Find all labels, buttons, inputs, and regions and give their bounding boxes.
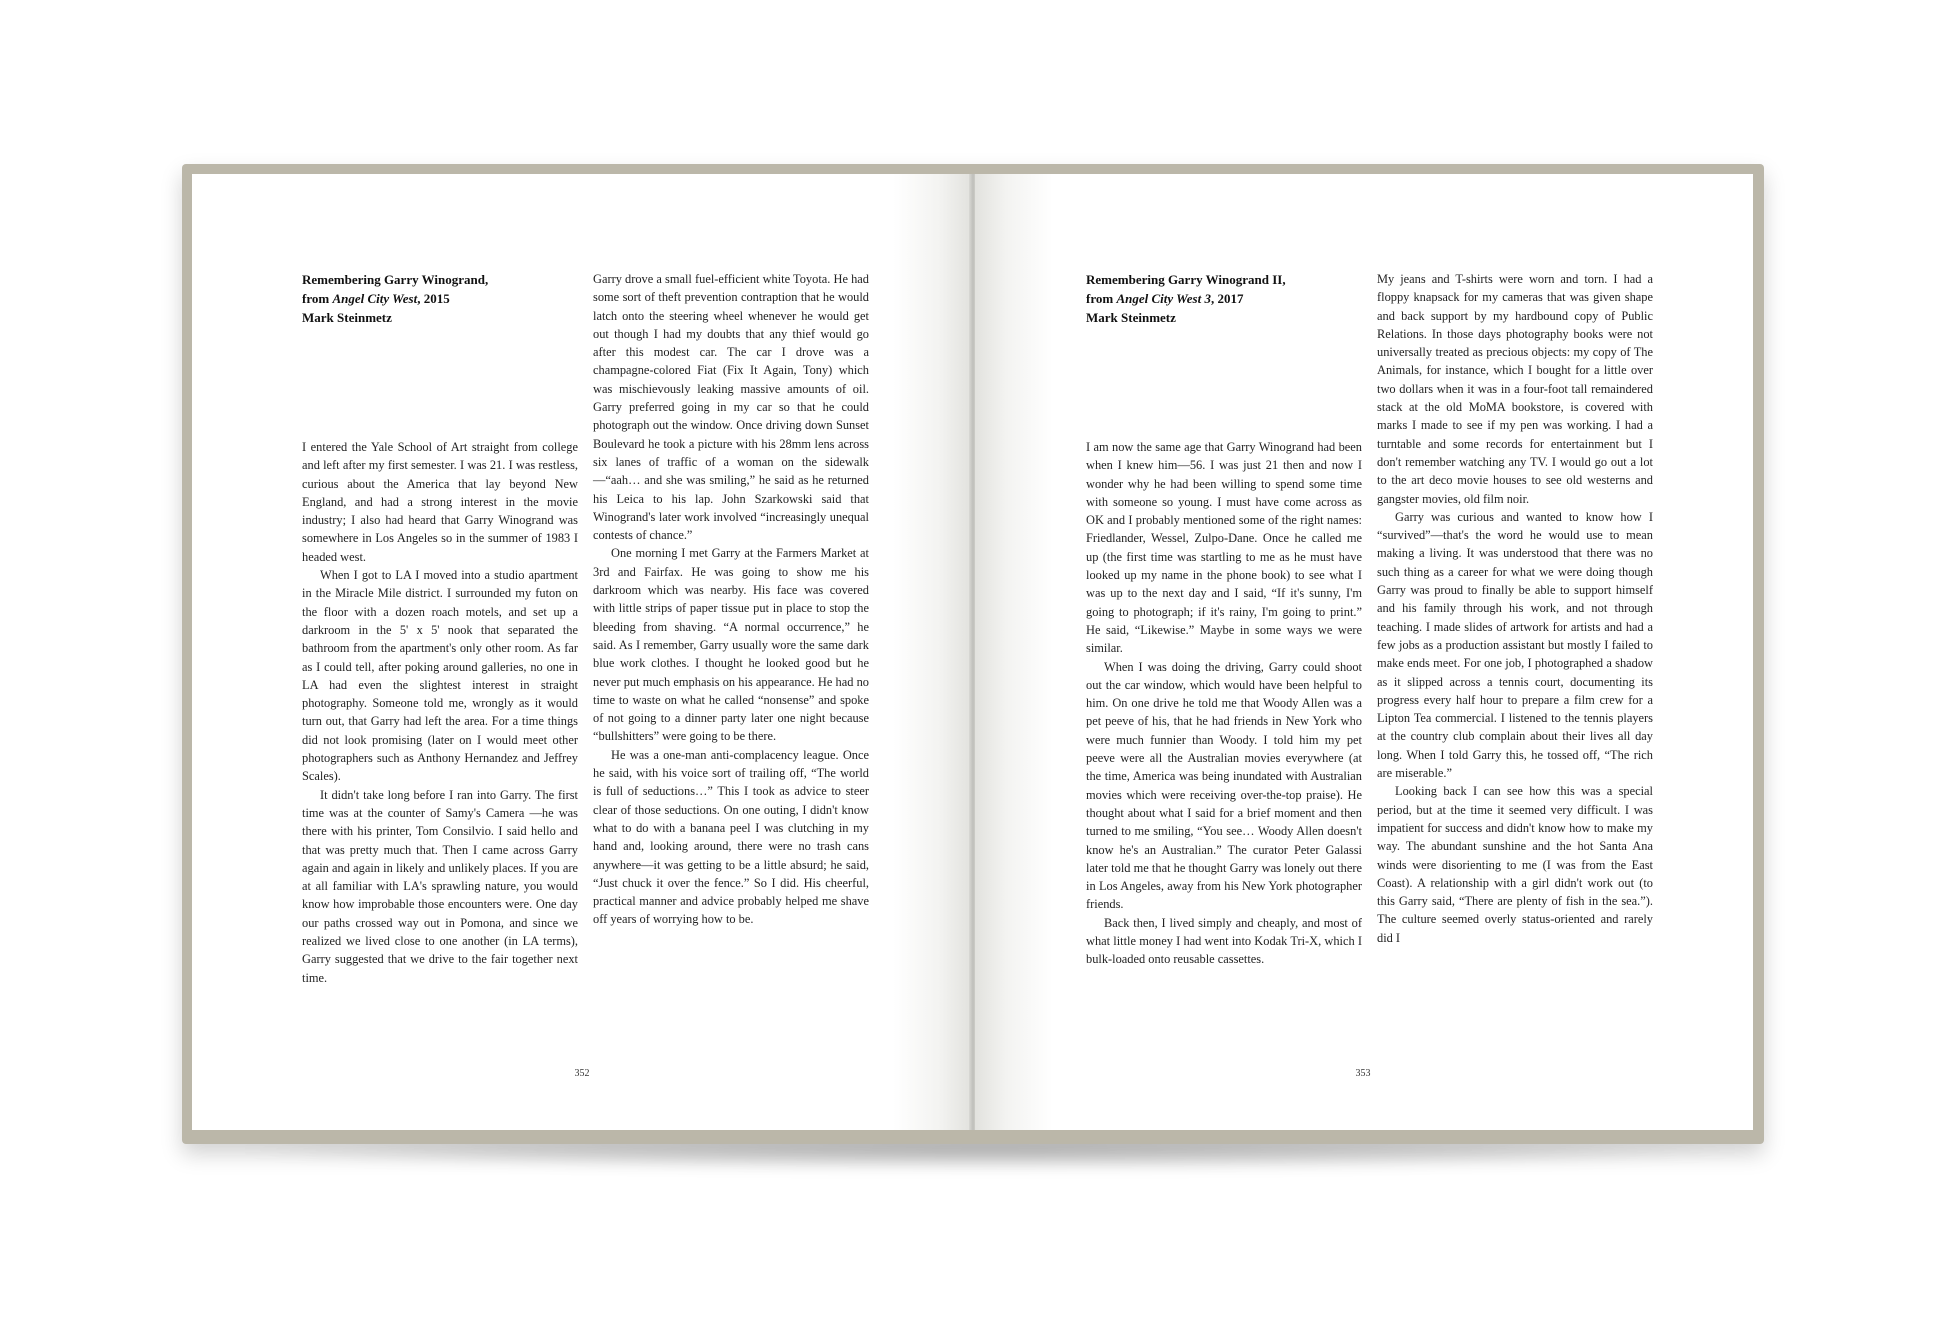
paragraph: He was a one-man anti-complacency league. Once he said, with his voice sort of trailing off, “The world is full of seductions…” This I took as advice to steer clear of those seductions. On one outing, I didn't know what to do with a banana peel I was clutching in my hand and, looking around, there were no trash cans anywhere—it was getting to be a little absurd; he said, “Just chuck it over the fence.” So I did. His cheerful, practical manner and advice probably helped me shave off years of worrying how to be. xyxy=(593,747,869,927)
left-heading xyxy=(302,270,578,327)
right-heading-source: from Angel City West 3, 2017 xyxy=(1086,291,1244,306)
right-heading xyxy=(1086,270,1362,327)
paragraph: Garry was curious and wanted to know how I “survived”—that's the word he would use to mean making a living. It was understood that there was no such thing as a career for what we were doing though Garry was proud to finally be able to support himself and his family through his work, and not through teaching. I made slides of artwork for artists and had a few jobs as a production assistant but mostly I failed to make ends meet. For one job, I photographed a shadow as it slipped across a tennis court, documenting its progress every half hour to prepare a film crew for a Lipton Tea commercial. I listened to the tennis players at the country club complain about their lives all day long. When I told Garry this, he tossed off, “The rich are miserable.” xyxy=(1377,509,1653,781)
left-column-2 xyxy=(593,270,869,929)
paragraph: It didn't take long before I ran into Garry. The first time was at the counter of Samy's Camera —he was there with his printer, Tom Consilvio. I said hello and that was pretty much that. Then I came across Garry again and again in likely and unlikely places. If you are at all familiar with LA's sprawling nature, you would know how improbable those encounters were. One day our paths crossed way out in Pomona, and since we realized we lived close to one another (in LA terms), Garry suggested that we drive to the fair together next time. xyxy=(302,787,578,985)
paragraph: When I was doing the driving, Garry could shoot out the car window, which would have been helpful to him. On one drive he told me that Woody Allen was a pet peeve of his, that he had friends in New York who were much funnier than Woody. I told him my pet peeve were all the Australian movies everywhere (at the time, America was being inundated with Australian movies which were receiving over-the-top praise). He thought about what I said for a brief moment and then turned to me smiling, “You see… Woody Allen doesn't know he's an Australian.” The curator Peter Galassi later told me that he thought Garry was lonely out there in Los Angeles, away from his New York photographer friends. xyxy=(1086,659,1362,912)
left-heading-title: Remembering Garry Winogrand, xyxy=(302,272,489,287)
page-number: 353 xyxy=(1355,1068,1371,1079)
paragraph: When I got to LA I moved into a studio apartment in the Miracle Mile district. I surrounded my futon on the floor with a dozen roach motels, and set up a darkroom in the 5' x 5' nook that separated the bathroom from the apartment's only other room. As far as I could tell, after poking around galleries, no one in LA had even the slightest interest in straight photography. Someone told me, wrongly as it would turn out, that Garry had left the area. For a time things did not look promising (later on I would meet other photographers such as Anthony Hernandez and Jeffrey Scales). xyxy=(302,568,578,784)
paragraph: I am now the same age that Garry Winogrand had been when I knew him—56. I was just 21 then and now I wonder why he had been willing to spend some time with someone so young. I must have come across as OK and I probably mentioned some of the right names: Friedlander, Wessel, Zulpo-Dane. Once he called me up (the first time was startling to me as he must have looked up my name in the phone book) to see what I was up to the next day and I said, “If it's sunny, I'm going to photograph; if it's rainy, I'm going to print.” He said, “Likewise.” Maybe in some ways we were similar. xyxy=(1086,440,1362,656)
right-heading-author: Mark Steinmetz xyxy=(1086,310,1176,325)
right-column-1 xyxy=(1086,438,1362,969)
left-heading-source: from Angel City West, 2015 xyxy=(302,291,450,306)
paragraph: Looking back I can see how this was a special period, but at the time it seemed very difficult. I was impatient for success and didn't know how to make my way. The abundant sunshine and the hot Santa Ana winds were disorienting to me (I was from the East Coast). A relationship with a girl didn't work out (to this Garry said, “There are plenty of fish in the sea.”). The culture seemed overly status-oriented and rarely did I xyxy=(1377,784,1653,945)
left-column-1 xyxy=(302,438,578,987)
paragraph: Garry drove a small fuel-efficient white Toyota. He had some sort of theft prevention contraption that he would latch onto the steering wheel whenever he would get out though I had my doubts that any thief would go after this modest car. The car I drove was a champagne-colored Fiat (Fix It Again, Tony) which was mischievously leaking massive amounts of oil. Garry preferred going in my car so that he could photograph out the window. Once driving down Sunset Boulevard he took a picture with his 28mm lens across six lanes of traffic of a woman on the sidewalk—“aah… and she was smiling,” he said as he returned his Leica to his lap. John Szarkowski said that Winogrand's later work involved “increasingly unequal contests of chance.” xyxy=(593,272,869,543)
right-page xyxy=(975,174,1753,1130)
left-page xyxy=(192,174,971,1130)
paragraph: My jeans and T-shirts were worn and torn. I had a floppy knapsack for my cameras that was given shape and back support by my hardbound copy of Public Relations. In those days photography books were not universally treated as precious objects: my copy of The Animals, for instance, which I bought for a little over two dollars when it was in a four-foot tall remaindered stack at the old MoMA bookstore, is covered with marks I made to see if my pen was working. I had a turntable and some records for entertainment but I don't remember watching any TV. I would go out a lot to the art deco movie houses to see old westerns and gangster movies, old film noir. xyxy=(1377,272,1653,506)
right-column-2 xyxy=(1377,270,1653,947)
paragraph: Back then, I lived simply and cheaply, and most of what little money I had went into Kodak Tri-X, which I bulk-loaded onto reusable cassettes. xyxy=(1086,915,1362,967)
page-number: 352 xyxy=(574,1068,590,1079)
paragraph: I entered the Yale School of Art straight from college and left after my first semester. I was 21. I was restless, curious about the America that lay beyond New England, and had a strong interest in the movie industry; I also had heard that Garry Winogrand was somewhere in Los Angeles so in the summer of 1983 I headed west. xyxy=(302,440,578,564)
paragraph: One morning I met Garry at the Farmers Market at 3rd and Fairfax. He was going to show me his darkroom which was nearby. His face was covered with little strips of paper tissue put in place to stop the bleeding from shaving. “A normal occurrence,” he said. As I remember, Garry usually wore the same dark blue work clothes. I thought he looked good but he never put much emphasis on his appearance. He had no time to waste on what he called “nonsense” and spoke of not going to a dinner party later one night because “bullshitters” were going to be there. xyxy=(593,546,869,744)
left-heading-author: Mark Steinmetz xyxy=(302,310,392,325)
right-heading-title: Remembering Garry Winogrand II, xyxy=(1086,272,1286,287)
